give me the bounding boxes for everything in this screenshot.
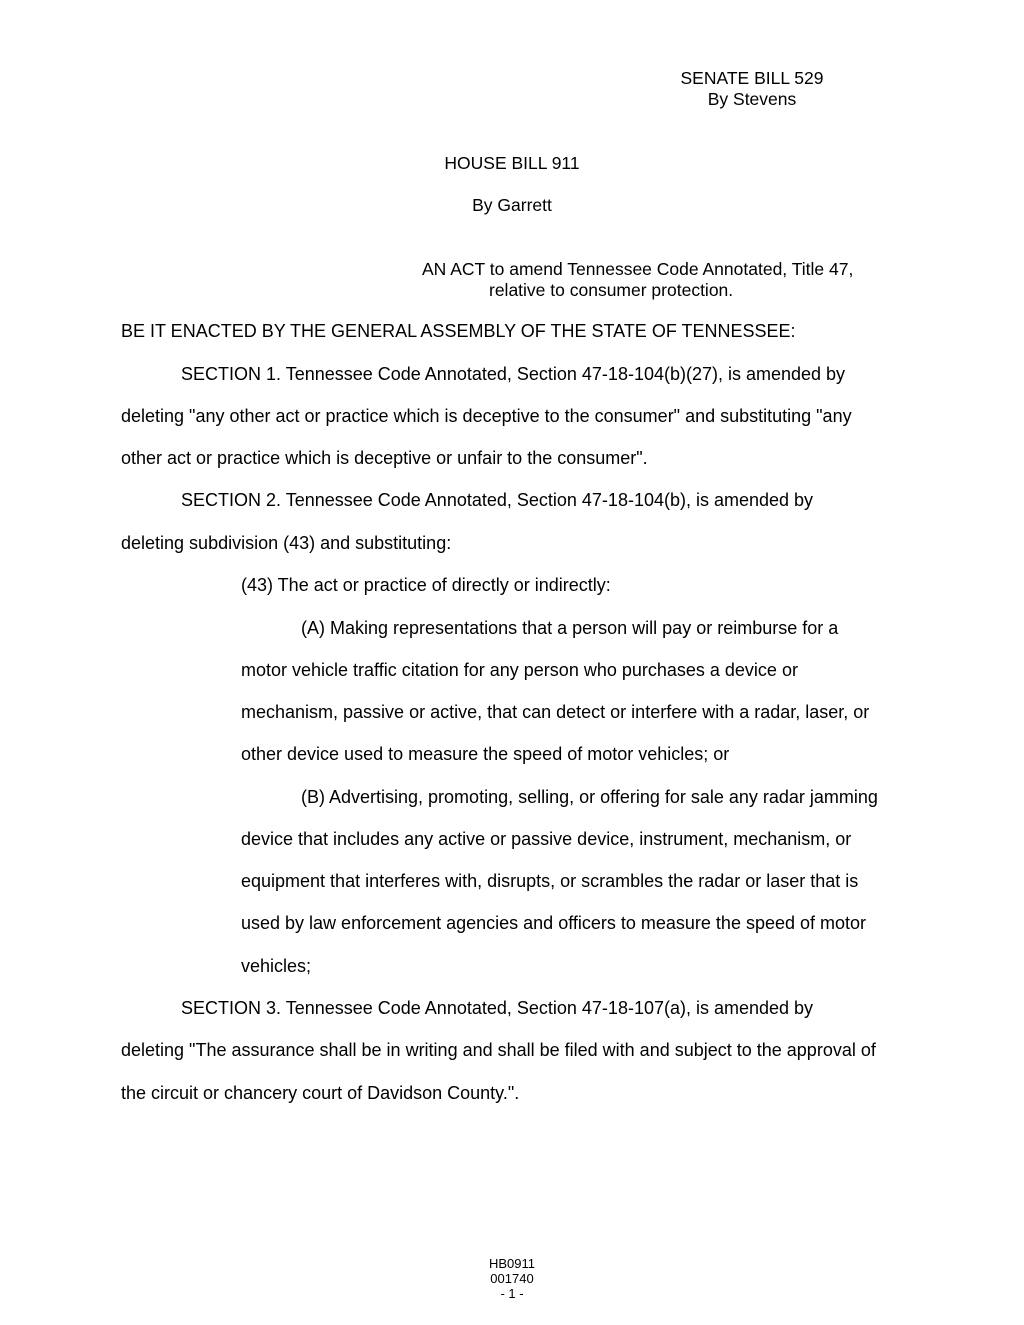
subdivision-a-line: other device used to measure the speed of motor vehicles; or	[241, 744, 730, 764]
section-3-line: the circuit or chancery court of Davidson County.".	[121, 1083, 520, 1103]
house-bill-sponsor: By Garrett	[472, 195, 552, 215]
section-3-line: deleting "The assurance shall be in writing and shall be filed with and subject to the approval of	[121, 1040, 876, 1060]
section-3-line: SECTION 3. Tennessee Code Annotated, Section 47-18-107(a), is amended by	[181, 998, 814, 1018]
senate-bill-header	[672, 68, 832, 110]
subdivision-b-line: used by law enforcement agencies and officers to measure the speed of motor	[241, 913, 867, 933]
caption-line-1: AN ACT to amend Tennessee Code Annotated, Title 47,	[422, 259, 854, 279]
footer-doc-number: 001740	[490, 1271, 534, 1286]
house-bill-number: HOUSE BILL 911	[444, 153, 580, 173]
subdivision-43: (43) The act or practice of directly or indirectly:	[241, 575, 611, 595]
subdivision-b-line: vehicles;	[241, 956, 312, 976]
subdivision-a-line: (A) Making representations that a person will pay or reimburse for a	[301, 618, 839, 638]
enacting-clause: BE IT ENACTED BY THE GENERAL ASSEMBLY OF THE STATE OF TENNESSEE:	[121, 321, 796, 341]
subdivision-a-line: mechanism, passive or active, that can detect or interfere with a radar, laser, or	[241, 702, 870, 722]
subdivision-b-line: (B) Advertising, promoting, selling, or offering for sale any radar jamming	[301, 787, 878, 807]
subdivision-b-line: equipment that interferes with, disrupts, or scrambles the radar or laser that is	[241, 871, 859, 891]
caption-line-2: relative to consumer protection.	[489, 280, 734, 300]
senate-bill-number: SENATE BILL 529	[680, 68, 824, 88]
section-2-line: deleting subdivision (43) and substituting:	[121, 533, 452, 553]
subdivision-a-line: motor vehicle traffic citation for any person who purchases a device or	[241, 660, 798, 680]
footer-bill-code: HB0911	[488, 1256, 535, 1271]
section-1-line: other act or practice which is deceptive or unfair to the consumer".	[121, 448, 648, 468]
senate-bill-sponsor: By Stevens	[707, 89, 797, 109]
footer-page-number: - 1 -	[500, 1286, 524, 1301]
subdivision-b-line: device that includes any active or passive device, instrument, mechanism, or	[241, 829, 852, 849]
section-2-line: SECTION 2. Tennessee Code Annotated, Section 47-18-104(b), is amended by	[181, 490, 814, 510]
section-1-line: deleting "any other act or practice which is deceptive to the consumer" and substituting "any	[121, 406, 852, 426]
page-footer	[462, 1256, 562, 1301]
section-1-line: SECTION 1. Tennessee Code Annotated, Section 47-18-104(b)(27), is amended by	[181, 364, 846, 384]
